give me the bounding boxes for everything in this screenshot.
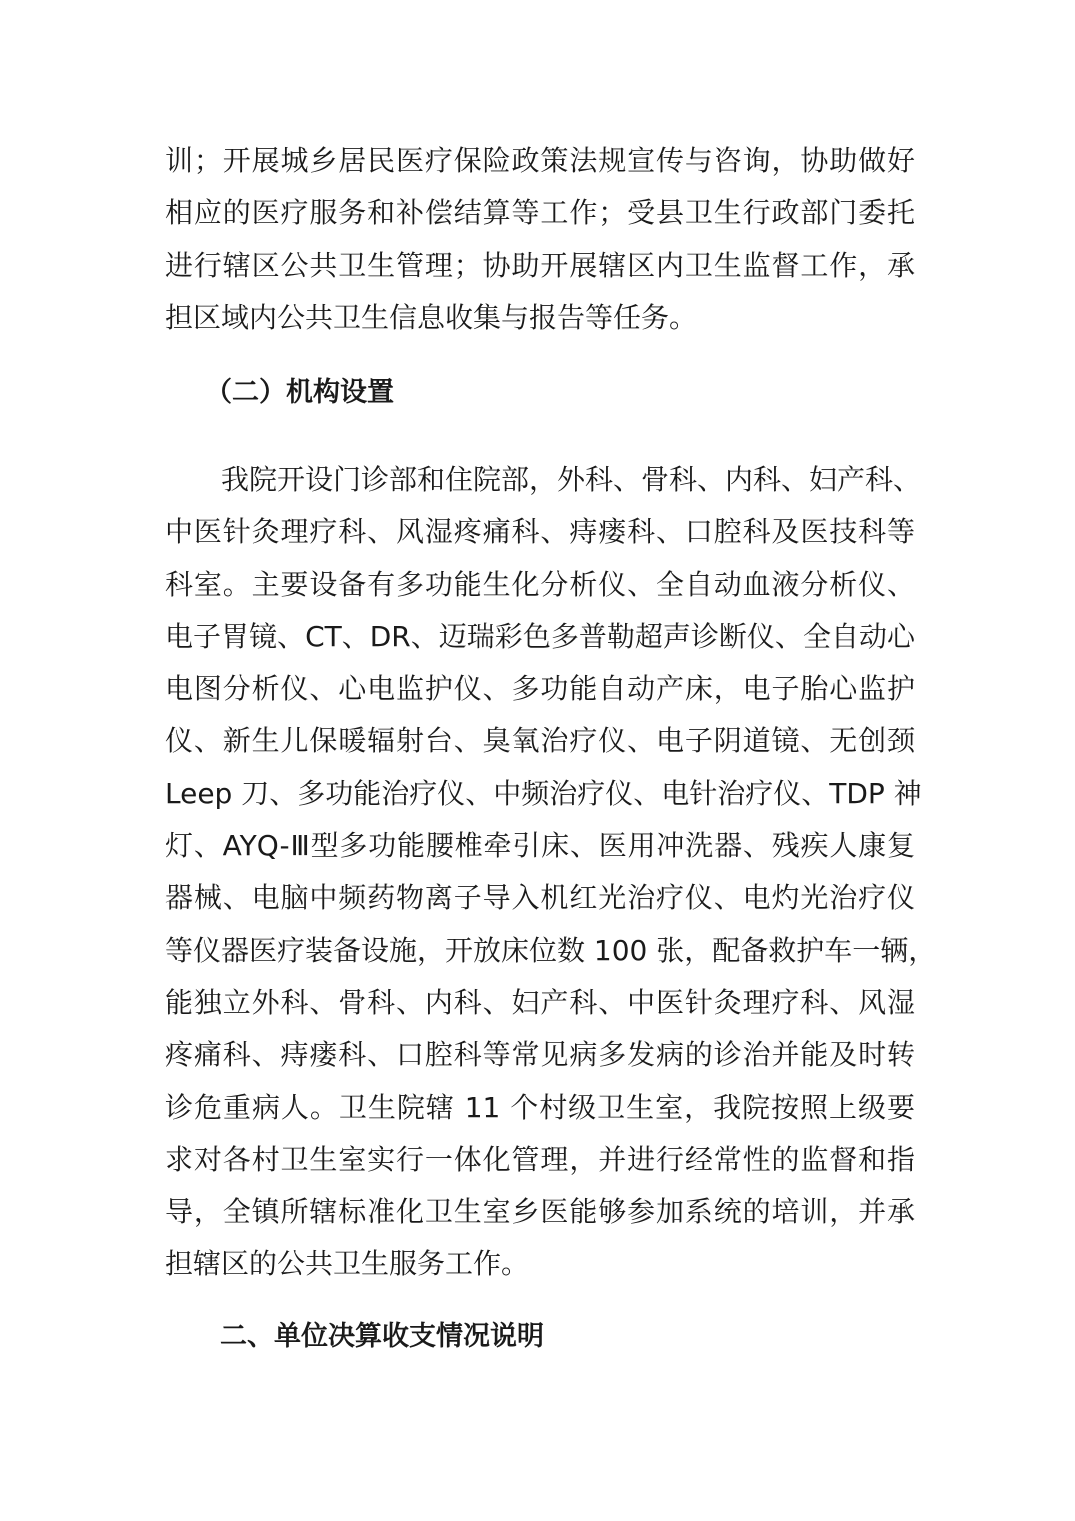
paragraph-line: 仪、新生儿保暖辐射台、臭氧治疗仪、电子阴道镜、无创颈 <box>165 724 915 758</box>
paragraph-line: 科室。主要设备有多功能生化分析仪、全自动血液分析仪、 <box>165 567 915 601</box>
paragraph-line: 能独立外科、骨科、内科、妇产科、中医针灸理疗科、风湿 <box>165 985 915 1019</box>
paragraph-line: 灯、AYQ-Ⅲ型多功能腰椎牵引床、医用冲洗器、残疾人康复 <box>165 829 915 863</box>
paragraph-line: 相应的医疗服务和补偿结算等工作；受县卫生行政部门委托 <box>165 196 915 230</box>
paragraph-line: 疼痛科、痔瘘科、口腔科等常见病多发病的诊治并能及时转 <box>165 1038 915 1072</box>
paragraph-line: 诊危重病人。卫生院辖 11 个村级卫生室，我院按照上级要 <box>165 1090 915 1124</box>
paragraph-line: 求对各村卫生室实行一体化管理，并进行经常性的监督和指 <box>165 1142 915 1176</box>
paragraph-line: 导，全镇所辖标准化卫生室乡医能够参加系统的培训，并承 <box>165 1195 915 1229</box>
paragraph-top <box>165 135 915 344</box>
paragraph-line: 中医针灸理疗科、风湿疼痛科、痔瘘科、口腔科及医技科等 <box>165 515 915 549</box>
paragraph-line: 担区域内公共卫生信息收集与报告等任务。 <box>165 300 698 334</box>
paragraph-line: Leep 刀、多功能治疗仪、中频治疗仪、电针治疗仪、TDP 神 <box>165 776 922 810</box>
paragraph-line: 器械、电脑中频药物离子导入机红光治疗仪、电灼光治疗仪 <box>165 881 915 915</box>
paragraph-line: 我院开设门诊部和住院部，外科、骨科、内科、妇产科、 <box>221 463 922 496</box>
paragraph-line: 电子胃镜、CT、DR、迈瑞彩色多普勒超声诊断仪、全自动心 <box>165 619 915 653</box>
paragraph-line: 进行辖区公共卫生管理；协助开展辖区内卫生监督工作，承 <box>165 248 915 282</box>
paragraph-main <box>165 454 937 1291</box>
paragraph-line: 电图分析仪、心电监护仪、多功能自动产床，电子胎心监护 <box>165 672 915 706</box>
paragraph-line: 担辖区的公共卫生服务工作。 <box>165 1247 530 1281</box>
section-subheading: （二）机构设置 <box>205 377 394 408</box>
section-heading: 二、单位决算收支情况说明 <box>220 1321 544 1352</box>
paragraph-line: 训；开展城乡居民医疗保险政策法规宣传与咨询，协助做好 <box>165 144 915 177</box>
paragraph-line: 等仪器医疗装备设施，开放床位数 100 张，配备救护车一辆， <box>165 933 937 967</box>
